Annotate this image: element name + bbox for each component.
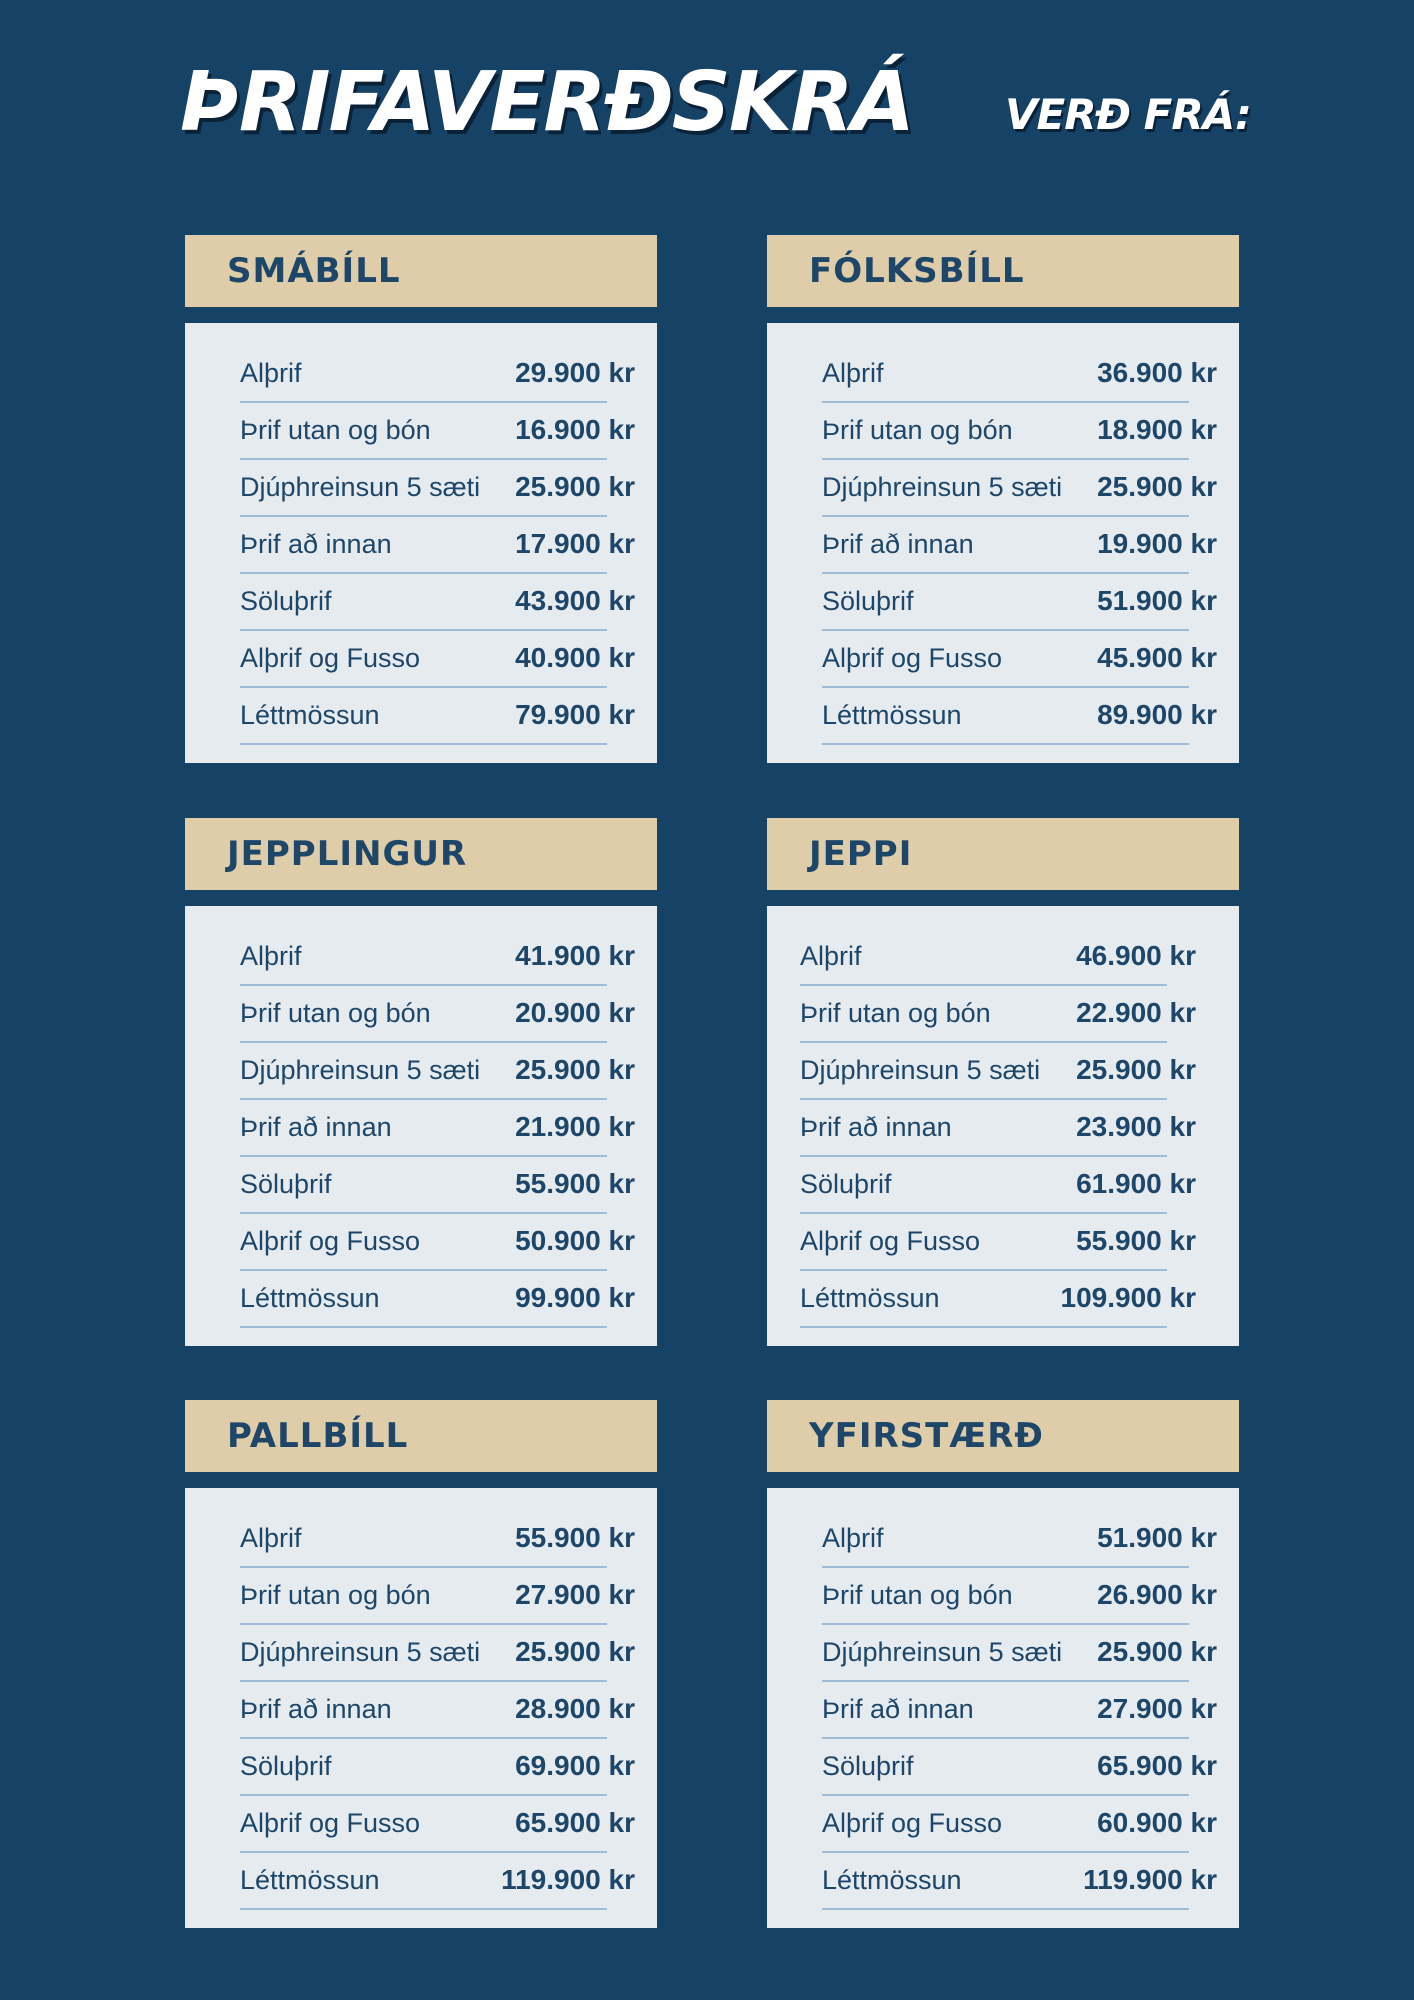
service-price: 41.900 kr: [515, 940, 635, 971]
category-header: [185, 235, 657, 307]
service-price: 119.900 kr: [501, 1864, 635, 1895]
category-smabill: [185, 235, 657, 763]
service-price: 29.900 kr: [515, 357, 635, 388]
service-name: Þrif utan og bón: [240, 1580, 431, 1610]
service-name: Djúphreinsun 5 sæti: [240, 472, 481, 502]
price-row: [185, 517, 657, 574]
service-name: Þrif að innan: [240, 529, 392, 559]
service-name: Þrif utan og bón: [240, 415, 431, 445]
price-row: [185, 1625, 657, 1682]
service-price: 23.900 kr: [1076, 1111, 1196, 1142]
service-price: 26.900 kr: [1097, 1579, 1217, 1610]
service-price: 65.900 kr: [515, 1807, 635, 1838]
service-name: Djúphreinsun 5 sæti: [822, 472, 1063, 502]
row-divider: [822, 743, 1189, 745]
service-name: Alþrif: [822, 1523, 884, 1553]
price-row: [767, 1625, 1239, 1682]
row-divider: [800, 1326, 1167, 1328]
service-price: 25.900 kr: [515, 471, 635, 502]
service-name: Alþrif og Fusso: [240, 1808, 421, 1838]
service-price: 60.900 kr: [1097, 1807, 1217, 1838]
service-price: 25.900 kr: [1097, 471, 1217, 502]
service-name: Léttmössun: [240, 1283, 380, 1313]
price-list: [767, 1488, 1239, 1928]
price-row: [185, 460, 657, 517]
price-row: [767, 688, 1239, 745]
service-name: Alþrif og Fusso: [822, 1808, 1003, 1838]
price-row: [767, 1157, 1239, 1214]
category-pallbill: [185, 1400, 657, 1928]
service-name: Þrif utan og bón: [800, 998, 991, 1028]
service-name: Þrif utan og bón: [822, 1580, 1013, 1610]
price-row: [185, 1214, 657, 1271]
category-title: FÓLKSBÍLL: [809, 251, 1025, 291]
service-price: 27.900 kr: [1097, 1693, 1217, 1724]
price-list: [185, 1488, 657, 1928]
price-row: [185, 688, 657, 745]
service-name: Léttmössun: [800, 1283, 940, 1313]
service-name: Léttmössun: [240, 1865, 380, 1895]
service-name: Þrif að innan: [822, 529, 974, 559]
service-price: 25.900 kr: [1097, 1636, 1217, 1667]
price-row: [767, 517, 1239, 574]
price-list: [767, 323, 1239, 763]
price-row: [185, 1682, 657, 1739]
price-list: [185, 906, 657, 1346]
row-divider: [240, 1326, 607, 1328]
price-row: [767, 922, 1239, 986]
service-name: Djúphreinsun 5 sæti: [240, 1055, 481, 1085]
category-title: YFIRSTÆRÐ: [809, 1416, 1044, 1456]
price-row: [767, 403, 1239, 460]
price-row: [767, 1568, 1239, 1625]
price-row: [185, 1100, 657, 1157]
service-name: Alþrif og Fusso: [800, 1226, 981, 1256]
service-name: Djúphreinsun 5 sæti: [822, 1637, 1063, 1667]
service-name: Þrif að innan: [240, 1112, 392, 1142]
service-name: Þrif utan og bón: [240, 998, 431, 1028]
price-row: [185, 403, 657, 460]
service-price: 45.900 kr: [1097, 642, 1217, 673]
row-divider: [240, 1908, 607, 1910]
category-header: [767, 818, 1239, 890]
service-price: 46.900 kr: [1076, 940, 1196, 971]
service-name: Alþrif: [240, 1523, 302, 1553]
service-name: Djúphreinsun 5 sæti: [800, 1055, 1041, 1085]
price-row: [767, 1853, 1239, 1910]
price-list: [185, 323, 657, 763]
price-row: [767, 1043, 1239, 1100]
category-header: [767, 235, 1239, 307]
service-price: 25.900 kr: [1076, 1054, 1196, 1085]
price-row: [185, 1796, 657, 1853]
price-list: [767, 906, 1239, 1346]
service-price: 36.900 kr: [1097, 357, 1217, 388]
price-from-label: VERÐ FRÁ:: [1005, 90, 1251, 139]
page-title: ÞRIFAVERÐSKRÁ: [180, 55, 913, 150]
service-price: 43.900 kr: [515, 585, 635, 616]
service-price: 25.900 kr: [515, 1636, 635, 1667]
price-row: [185, 1271, 657, 1328]
category-title: PALLBÍLL: [227, 1416, 409, 1456]
price-row: [767, 339, 1239, 403]
service-price: 89.900 kr: [1097, 699, 1217, 730]
service-name: Söluþrif: [822, 586, 914, 616]
service-price: 40.900 kr: [515, 642, 635, 673]
service-price: 21.900 kr: [515, 1111, 635, 1142]
service-price: 61.900 kr: [1076, 1168, 1196, 1199]
service-name: Söluþrif: [240, 1169, 332, 1199]
service-name: Léttmössun: [240, 700, 380, 730]
category-jeppi: [767, 818, 1239, 1346]
service-name: Djúphreinsun 5 sæti: [240, 1637, 481, 1667]
page-header: [0, 0, 1414, 200]
service-price: 55.900 kr: [1076, 1225, 1196, 1256]
price-row: [767, 574, 1239, 631]
category-header: [185, 818, 657, 890]
price-row: [767, 631, 1239, 688]
service-price: 65.900 kr: [1097, 1750, 1217, 1781]
row-divider: [822, 1908, 1189, 1910]
price-row: [185, 1739, 657, 1796]
price-row: [185, 1157, 657, 1214]
service-price: 51.900 kr: [1097, 1522, 1217, 1553]
service-name: Söluþrif: [800, 1169, 892, 1199]
service-price: 99.900 kr: [515, 1282, 635, 1313]
price-row: [185, 339, 657, 403]
service-name: Alþrif: [240, 941, 302, 971]
service-price: 79.900 kr: [515, 699, 635, 730]
category-title: JEPPI: [809, 834, 913, 874]
service-price: 18.900 kr: [1097, 414, 1217, 445]
service-name: Alþrif og Fusso: [240, 1226, 421, 1256]
price-row: [767, 1739, 1239, 1796]
category-header: [767, 1400, 1239, 1472]
service-price: 19.900 kr: [1097, 528, 1217, 559]
category-title: JEPPLINGUR: [227, 834, 468, 874]
service-name: Alþrif og Fusso: [240, 643, 421, 673]
category-header: [185, 1400, 657, 1472]
service-name: Þrif utan og bón: [822, 415, 1013, 445]
price-row: [767, 986, 1239, 1043]
price-row: [185, 631, 657, 688]
price-row: [185, 922, 657, 986]
price-row: [767, 1100, 1239, 1157]
service-name: Þrif að innan: [822, 1694, 974, 1724]
service-name: Léttmössun: [822, 700, 962, 730]
price-row: [767, 1682, 1239, 1739]
price-row: [185, 986, 657, 1043]
service-price: 50.900 kr: [515, 1225, 635, 1256]
service-price: 16.900 kr: [515, 414, 635, 445]
service-name: Alþrif og Fusso: [822, 643, 1003, 673]
price-row: [767, 1214, 1239, 1271]
service-price: 55.900 kr: [515, 1522, 635, 1553]
service-name: Söluþrif: [822, 1751, 914, 1781]
price-row: [767, 1271, 1239, 1328]
service-name: Alþrif: [800, 941, 862, 971]
row-divider: [240, 743, 607, 745]
service-price: 55.900 kr: [515, 1168, 635, 1199]
service-price: 20.900 kr: [515, 997, 635, 1028]
service-name: Söluþrif: [240, 586, 332, 616]
service-price: 109.900 kr: [1060, 1282, 1196, 1313]
service-name: Söluþrif: [240, 1751, 332, 1781]
service-name: Alþrif: [822, 358, 884, 388]
price-row: [767, 1796, 1239, 1853]
price-row: [767, 1504, 1239, 1568]
service-price: 25.900 kr: [515, 1054, 635, 1085]
service-name: Léttmössun: [822, 1865, 962, 1895]
price-row: [185, 1568, 657, 1625]
category-yfirstaerd: [767, 1400, 1239, 1928]
service-price: 51.900 kr: [1097, 585, 1217, 616]
price-row: [185, 1504, 657, 1568]
service-price: 27.900 kr: [515, 1579, 635, 1610]
price-row: [185, 1043, 657, 1100]
service-name: Alþrif: [240, 358, 302, 388]
category-jepplingur: [185, 818, 657, 1346]
price-row: [767, 460, 1239, 517]
service-name: Þrif að innan: [240, 1694, 392, 1724]
service-price: 17.900 kr: [515, 528, 635, 559]
service-price: 22.900 kr: [1076, 997, 1196, 1028]
service-price: 69.900 kr: [515, 1750, 635, 1781]
category-folksbill: [767, 235, 1239, 763]
service-name: Þrif að innan: [800, 1112, 952, 1142]
service-price: 28.900 kr: [515, 1693, 635, 1724]
price-row: [185, 1853, 657, 1910]
service-price: 119.900 kr: [1083, 1864, 1217, 1895]
category-title: SMÁBÍLL: [227, 251, 401, 291]
price-row: [185, 574, 657, 631]
